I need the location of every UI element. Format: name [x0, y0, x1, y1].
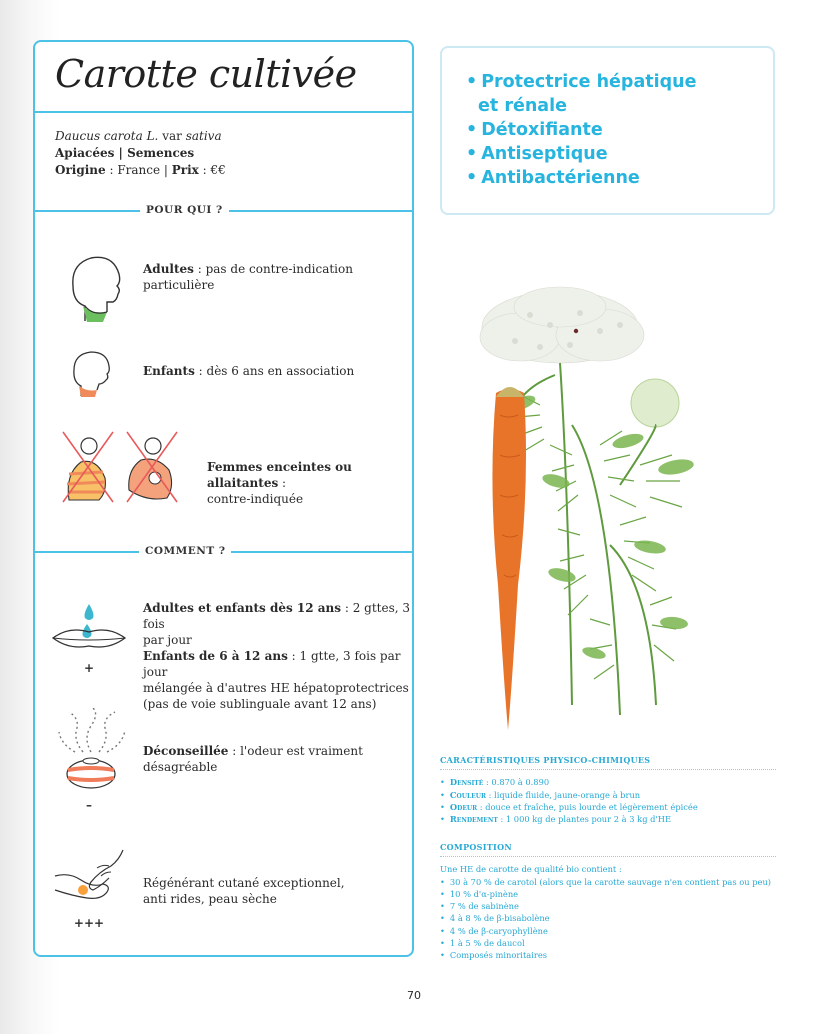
diffusion-marker: –	[86, 798, 92, 812]
properties-list	[466, 70, 773, 190]
latin-var: var	[162, 129, 182, 143]
adult-head-icon	[63, 246, 133, 324]
property-item: • Détoxifiante	[466, 120, 603, 140]
composition-heading: COMPOSITION	[440, 842, 512, 852]
composition-item: • 10 % d'α-pinène	[440, 888, 776, 900]
physico-heading: CARACTÉRISTIQUES PHYSICO-CHIMIQUES	[440, 755, 651, 765]
mouth-drop-icon	[49, 600, 129, 652]
hand-massage-icon	[53, 846, 129, 910]
diffuser-icon	[53, 708, 133, 792]
physico-section	[440, 754, 776, 825]
oral-text: Adultes et enfants dès 12 ans : 2 gttes, 3 fois par jour Enfants de 6 à 12 ans : 1 gtte, 3 fois par jour mélangée à d'autres HE hépatoprotectrices (pas de voie sublinguale avant 12 ans)	[143, 601, 411, 711]
plant-card	[33, 40, 414, 957]
property-item: et rénale	[478, 96, 567, 116]
adultes-text: Adultes : pas de contre-indication particulière	[143, 262, 353, 292]
page-title: Carotte cultivée	[55, 52, 357, 96]
composition-divider	[440, 856, 776, 857]
composition-item: • 7 % de sabinène	[440, 900, 776, 912]
oral-marker: +	[83, 661, 95, 675]
skin-marker: +++	[73, 916, 105, 930]
comment-label: COMMENT ?	[139, 545, 231, 557]
composition-section	[440, 841, 776, 962]
diffusion-text: Déconseillée : l'odeur est vraiment désagréable	[143, 744, 363, 774]
latin-var-name: sativa	[185, 129, 222, 143]
origin-line: Origine : France | Prix : €€	[55, 163, 226, 177]
plant-info	[55, 128, 226, 179]
latin-author: L.	[146, 129, 159, 143]
composition-item: • 4 à 8 % de β-bisabolène	[440, 912, 776, 924]
physico-divider	[440, 769, 776, 770]
composition-intro: Une HE de carotte de qualité bio contient :	[440, 864, 622, 875]
title-divider	[35, 111, 412, 113]
skin-text: Régénérant cutané exceptionnel, anti rides, peau sèche	[143, 876, 345, 906]
physico-item: • Rendement : 1 000 kg de plantes pour 2 à 3 kg d'HE	[440, 813, 776, 825]
enfants-text: Enfants : dès 6 ans en association	[143, 364, 355, 378]
composition-item: • 30 à 70 % de carotol (alors que la carotte sauvage n'en contient pas ou peu)	[440, 876, 776, 888]
latin-name: Daucus carota	[55, 129, 143, 143]
property-item: • Antibactérienne	[466, 168, 640, 188]
property-item: • Protectrice hépatique	[466, 72, 697, 92]
properties-box	[440, 46, 775, 215]
physico-item: • Couleur : liquide fluide, jaune-orange à brun	[440, 789, 776, 801]
carrot-illustration	[460, 285, 750, 740]
physico-item: • Odeur : douce et fraîche, puis lourde et légèrement épicée	[440, 801, 776, 813]
family-line: Apiacées | Semences	[55, 146, 195, 160]
property-item: • Antiseptique	[466, 144, 608, 164]
physico-list	[440, 776, 776, 825]
composition-item: • Composés minoritaires	[440, 949, 776, 961]
child-head-icon	[69, 346, 117, 398]
physico-item: • Densité : 0.870 à 0.890	[440, 776, 776, 788]
femmes-text: Femmes enceintes ou allaitantes : contre-indiquée	[207, 460, 352, 506]
composition-list	[440, 876, 776, 962]
composition-item: • 4 % de β-caryophyllène	[440, 925, 776, 937]
composition-item: • 1 à 5 % de daucol	[440, 937, 776, 949]
pregnant-breastfeeding-crossed-icon	[59, 430, 181, 504]
pour-qui-label: POUR QUI ?	[140, 204, 229, 216]
page-number: 70	[407, 989, 421, 1002]
latin-name-line	[55, 128, 226, 145]
